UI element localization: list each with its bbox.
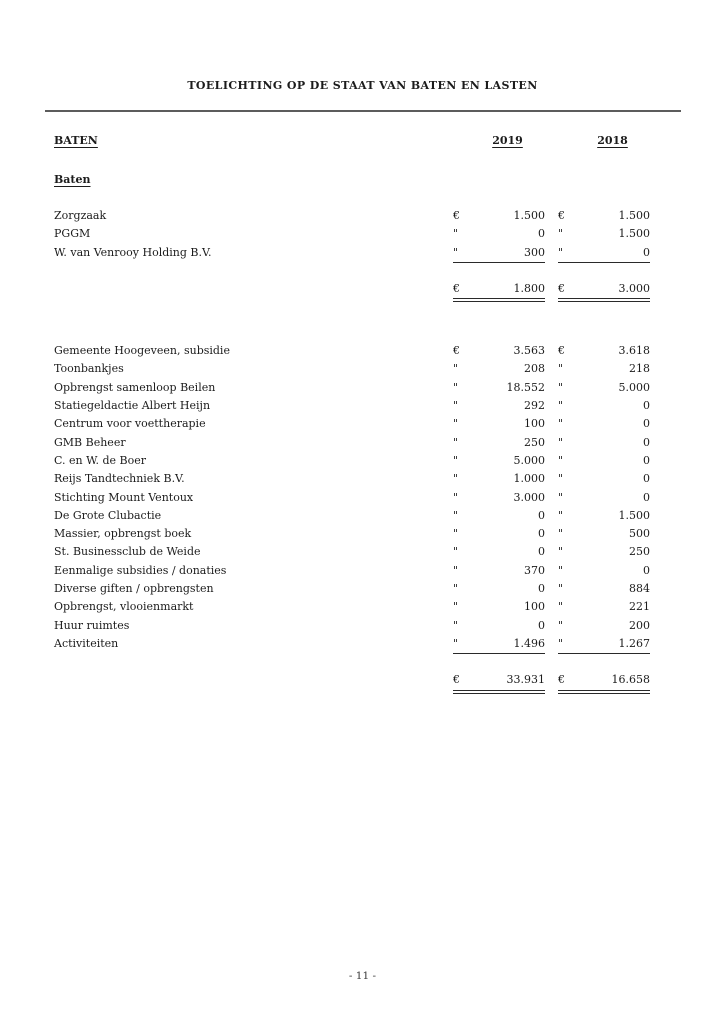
table-row	[54, 342, 650, 360]
table-row	[54, 580, 650, 598]
column-gap	[545, 507, 558, 525]
row-currency-2018: "	[558, 545, 564, 559]
row-value-2018: 0	[643, 563, 650, 577]
row-value-2019: 208	[524, 362, 545, 376]
row-value-2019: 100	[524, 600, 545, 614]
table-row	[54, 617, 650, 635]
row-currency-2018: "	[558, 362, 564, 376]
row-currency-2019: "	[453, 635, 470, 654]
row-label: Toonbankjes	[54, 362, 124, 376]
page-title: TOELICHTING OP DE STAAT VAN BATEN EN LASTEN	[187, 79, 538, 92]
row-label: Stichting Mount Ventoux	[54, 490, 194, 504]
row-label: Zorgzaak	[54, 209, 107, 222]
row-value-2018: 250	[629, 545, 650, 559]
row-value-2018: 200	[629, 618, 650, 632]
row-currency-2019: €	[453, 280, 470, 302]
row-label: PGGM	[54, 227, 91, 241]
row-label: Activiteiten	[54, 636, 119, 650]
row-currency-2018: "	[558, 508, 564, 522]
row-label: De Grote Clubactie	[54, 508, 162, 522]
row-currency-2019: €	[453, 209, 460, 222]
table-header-row	[54, 133, 650, 148]
column-gap	[545, 397, 558, 415]
row-value-2018: 221	[629, 600, 650, 614]
row-value-2018: 1.500	[618, 209, 650, 222]
table-row	[54, 225, 650, 243]
table-row	[54, 379, 650, 397]
row-value-2019: 0	[538, 545, 545, 559]
row-value-2019: 18.552	[506, 380, 545, 394]
row-value-2018: 1.267	[575, 635, 650, 654]
row-value-2018: 3.618	[618, 344, 650, 358]
row-value-2018: 0	[575, 244, 650, 263]
section-heading: BATEN	[54, 134, 98, 147]
row-value-2018: 500	[629, 527, 650, 541]
column-gap	[545, 360, 558, 378]
table-row	[54, 543, 650, 561]
row-currency-2019: "	[453, 527, 459, 541]
column-gap	[545, 452, 558, 470]
row-value-2019: 0	[538, 618, 545, 632]
row-label: Gemeente Hoogeveen, subsidie	[54, 344, 230, 358]
table-row	[54, 562, 650, 580]
column-gap	[545, 489, 558, 507]
row-currency-2018: "	[558, 417, 564, 431]
row-label: Statiegeldactie Albert Heijn	[54, 399, 211, 413]
column-gap	[545, 379, 558, 397]
row-value-2019: 1.000	[513, 472, 545, 486]
column-gap	[545, 225, 558, 243]
row-label: C. en W. de Boer	[54, 453, 147, 467]
row-value-2018: 16.658	[575, 671, 650, 693]
row-currency-2019: €	[453, 671, 470, 693]
row-currency-2019: "	[453, 563, 459, 577]
row-currency-2019: "	[453, 399, 459, 413]
row-value-2019: 292	[524, 399, 545, 413]
row-currency-2019: "	[453, 380, 459, 394]
column-gap	[545, 280, 558, 302]
row-currency-2019: "	[453, 362, 459, 376]
row-label: Huur ruimtes	[54, 618, 130, 632]
row-label: Massier, opbrengst boek	[54, 527, 192, 541]
row-currency-2019: "	[453, 545, 459, 559]
row-value-2019: 0	[538, 227, 545, 241]
row-value-2018: 1.500	[618, 227, 650, 241]
page-number: - 11 -	[348, 970, 377, 982]
column-gap	[545, 244, 558, 263]
row-currency-2018: "	[558, 472, 564, 486]
row-label: St. Businessclub de Weide	[54, 545, 201, 559]
row-value-2019: 1.496	[470, 635, 545, 654]
table-row	[54, 415, 650, 433]
row-label	[54, 280, 453, 302]
row-currency-2019: "	[453, 508, 459, 522]
column-gap	[545, 617, 558, 635]
table-row	[54, 207, 650, 225]
row-label: Opbrengst samenloop Beilen	[54, 380, 216, 394]
table-row	[54, 434, 650, 452]
row-label: Diverse giften / opbrengsten	[54, 582, 214, 596]
column-header-2019: 2019	[492, 134, 523, 147]
row-value-2018: 0	[643, 453, 650, 467]
row-value-2019: 1.800	[470, 280, 545, 302]
row-currency-2018: "	[558, 563, 564, 577]
table-total-row	[54, 671, 650, 693]
row-value-2018: 0	[643, 490, 650, 504]
table-row	[54, 507, 650, 525]
table-row	[54, 244, 650, 263]
table-row	[54, 452, 650, 470]
row-label: Opbrengst, vlooienmarkt	[54, 600, 194, 614]
row-currency-2018: "	[558, 399, 564, 413]
table-row	[54, 598, 650, 616]
row-value-2019: 1.500	[513, 209, 545, 222]
header-spacer	[558, 133, 575, 148]
column-gap	[545, 207, 558, 225]
row-currency-2018: "	[558, 635, 575, 654]
column-header-2018: 2018	[597, 134, 628, 147]
row-currency-2018: €	[558, 209, 565, 222]
row-currency-2018: "	[558, 618, 564, 632]
table-body	[54, 207, 650, 694]
row-value-2019: 5.000	[513, 453, 545, 467]
table-row	[54, 489, 650, 507]
row-currency-2018: "	[558, 582, 564, 596]
row-value-2019: 0	[538, 527, 545, 541]
column-gap	[545, 562, 558, 580]
row-currency-2019: "	[453, 244, 470, 263]
row-label: W. van Venrooy Holding B.V.	[54, 245, 212, 259]
column-gap	[545, 342, 558, 360]
row-label: Reijs Tandtechniek B.V.	[54, 472, 185, 486]
row-label: Eenmalige subsidies / donaties	[54, 563, 227, 577]
row-currency-2019: "	[453, 472, 459, 486]
row-value-2018: 3.000	[575, 280, 650, 302]
table-row	[54, 635, 650, 654]
row-label	[54, 671, 453, 693]
table-row	[54, 470, 650, 488]
subsection-heading-text: Baten	[54, 173, 91, 186]
row-currency-2019: "	[453, 490, 459, 504]
row-value-2019: 370	[524, 563, 545, 577]
column-gap	[545, 415, 558, 433]
row-currency-2018: "	[558, 244, 575, 263]
row-value-2018: 0	[643, 472, 650, 486]
header-spacer	[453, 133, 470, 148]
subsection-heading	[54, 172, 650, 187]
row-currency-2019: "	[453, 417, 459, 431]
column-gap	[545, 543, 558, 561]
column-gap	[545, 525, 558, 543]
row-currency-2018: "	[558, 490, 564, 504]
row-currency-2019: €	[453, 344, 460, 358]
row-currency-2019: "	[453, 453, 459, 467]
table-row	[54, 525, 650, 543]
row-currency-2018: "	[558, 435, 564, 449]
statement-content	[54, 133, 650, 694]
table-row	[54, 397, 650, 415]
column-gap	[545, 635, 558, 654]
table-section	[54, 207, 650, 302]
row-currency-2019: "	[453, 600, 459, 614]
row-currency-2018: €	[558, 280, 575, 302]
row-value-2018: 0	[643, 399, 650, 413]
row-value-2019: 100	[524, 417, 545, 431]
row-currency-2019: "	[453, 618, 459, 632]
horizontal-rule	[45, 110, 681, 112]
row-value-2018: 0	[643, 417, 650, 431]
header-spacer	[545, 133, 558, 148]
row-currency-2018: "	[558, 227, 564, 241]
row-value-2018: 1.500	[618, 508, 650, 522]
row-value-2019: 0	[538, 508, 545, 522]
row-label: Centrum voor voettherapie	[54, 417, 206, 431]
column-gap	[545, 598, 558, 616]
row-value-2019: 3.563	[513, 344, 545, 358]
column-gap	[545, 470, 558, 488]
row-currency-2018: "	[558, 600, 564, 614]
column-gap	[545, 434, 558, 452]
row-value-2019: 33.931	[470, 671, 545, 693]
column-gap	[545, 671, 558, 693]
row-value-2018: 884	[629, 582, 650, 596]
row-value-2019: 3.000	[513, 490, 545, 504]
row-value-2019: 0	[538, 582, 545, 596]
row-currency-2018: €	[558, 671, 575, 693]
column-gap	[545, 580, 558, 598]
table-total-row	[54, 280, 650, 302]
row-value-2019: 250	[524, 435, 545, 449]
row-value-2018: 218	[629, 362, 650, 376]
table-section	[54, 342, 650, 693]
row-currency-2019: "	[453, 227, 459, 241]
row-currency-2018: €	[558, 344, 565, 358]
row-value-2019: 300	[470, 244, 545, 263]
row-value-2018: 0	[643, 435, 650, 449]
row-value-2018: 5.000	[618, 380, 650, 394]
row-currency-2019: "	[453, 435, 459, 449]
row-currency-2018: "	[558, 527, 564, 541]
table-row	[54, 360, 650, 378]
row-label: GMB Beheer	[54, 435, 126, 449]
row-currency-2018: "	[558, 380, 564, 394]
row-currency-2018: "	[558, 453, 564, 467]
row-currency-2019: "	[453, 582, 459, 596]
